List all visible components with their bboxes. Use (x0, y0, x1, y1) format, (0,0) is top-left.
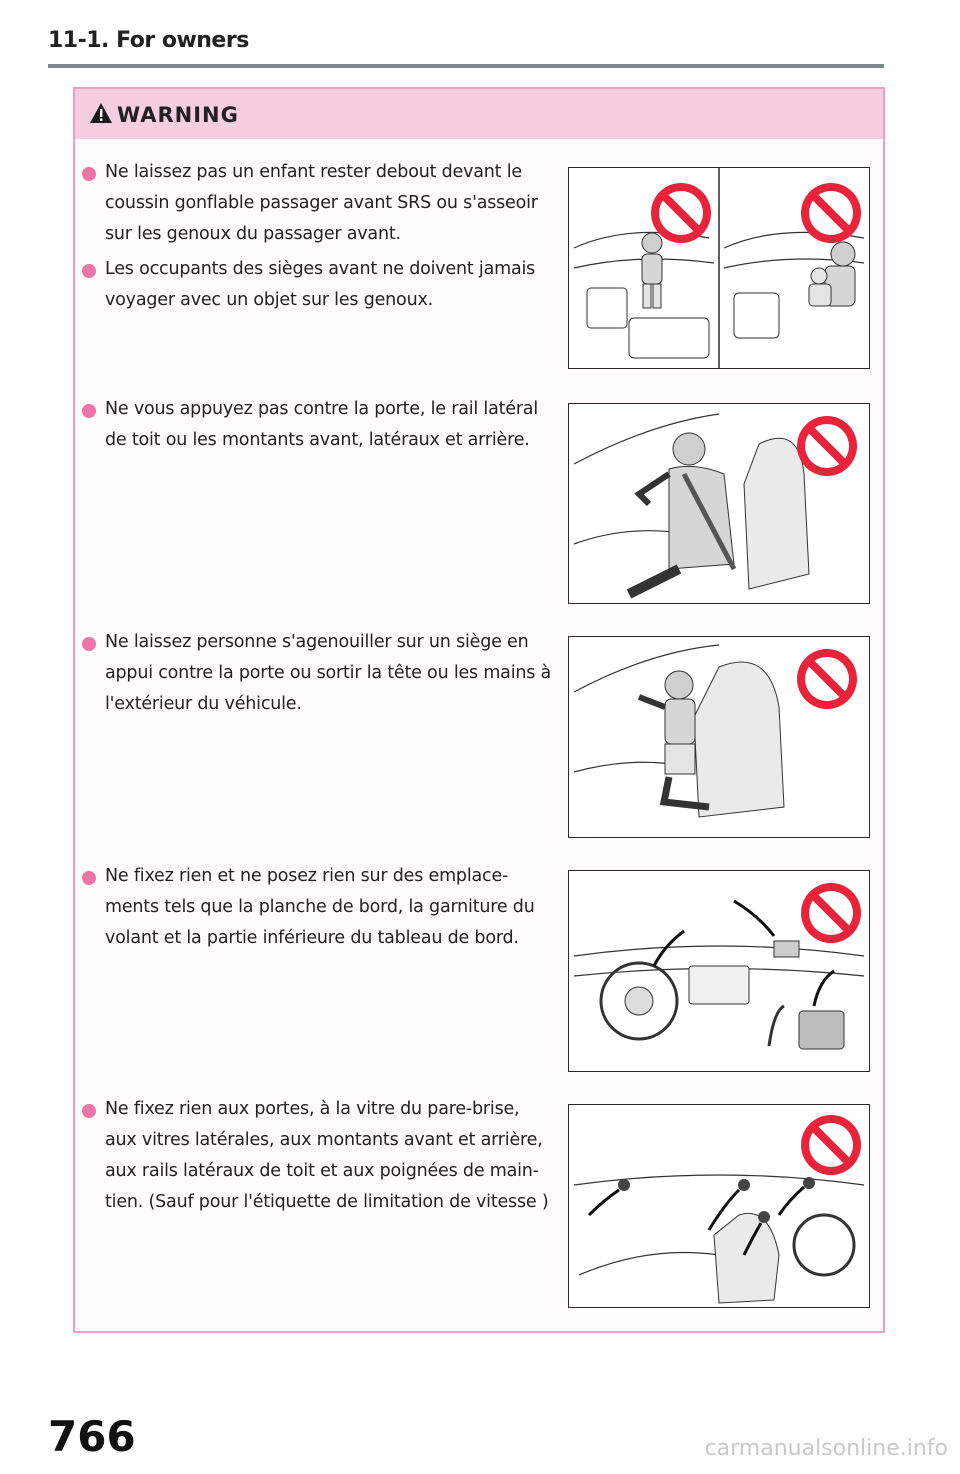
bullet-text: Ne laissez personne s'agenouiller sur un siège en appui contre la porte ou sortir la tête ou les mains à l'extérieur du véhicule. (105, 632, 552, 714)
prohibition-icon (797, 649, 857, 709)
warning-triangle-icon (89, 102, 113, 124)
bullet-dot (82, 871, 96, 885)
warning-title: WARNING (117, 103, 239, 127)
warning-header (75, 89, 883, 139)
bullet-text: Les occupants des sièges avant ne doivent jamais voyager avec un objet sur les genoux. (105, 259, 536, 310)
illustration-leaning-door (568, 403, 870, 604)
bullet-text: Ne fixez rien et ne posez rien sur des emplace-ments tels que la planche de bord, la garniture du volant et la partie inférieure du tableau de bord. (105, 866, 535, 948)
prohibition-icon (797, 416, 857, 476)
illustration-dashboard-objects (568, 870, 870, 1072)
section-header: 11-1. For owners (48, 28, 249, 53)
bullet-dot (82, 404, 96, 418)
page-number: 766 (48, 1412, 136, 1461)
bullet-text: Ne laissez pas un enfant rester debout devant le coussin gonflable passager avant SRS ou s'asseoir sur les genoux du passager avant. (105, 162, 538, 244)
bullet-text: Ne vous appuyez pas contre la porte, le rail latéral de toit ou les montants avant, latéraux et arrière. (105, 399, 538, 450)
bullet-dot (82, 1104, 96, 1118)
bullet-dot (82, 264, 96, 278)
bullet-text: Ne fixez rien aux portes, à la vitre du pare-brise, aux vitres latérales, aux montants avant et arrière, aux rails latéraux de toit et aux poignées de main-tien. (Sauf pour l'étiquette de limitation de vitesse ) (105, 1099, 549, 1212)
illustration-kneeling-seat (568, 636, 870, 838)
header-rule (48, 64, 884, 68)
prohibition-icon (801, 1115, 861, 1175)
bullet-dot (82, 637, 96, 651)
illustration-window-objects (568, 1104, 870, 1308)
watermark: carmanualsonline.info (704, 1436, 948, 1461)
illustration-child-airbag (568, 167, 870, 369)
bullet-dot (82, 167, 96, 181)
prohibition-icon (801, 183, 861, 243)
prohibition-icon (651, 183, 711, 243)
prohibition-icon (801, 883, 861, 943)
